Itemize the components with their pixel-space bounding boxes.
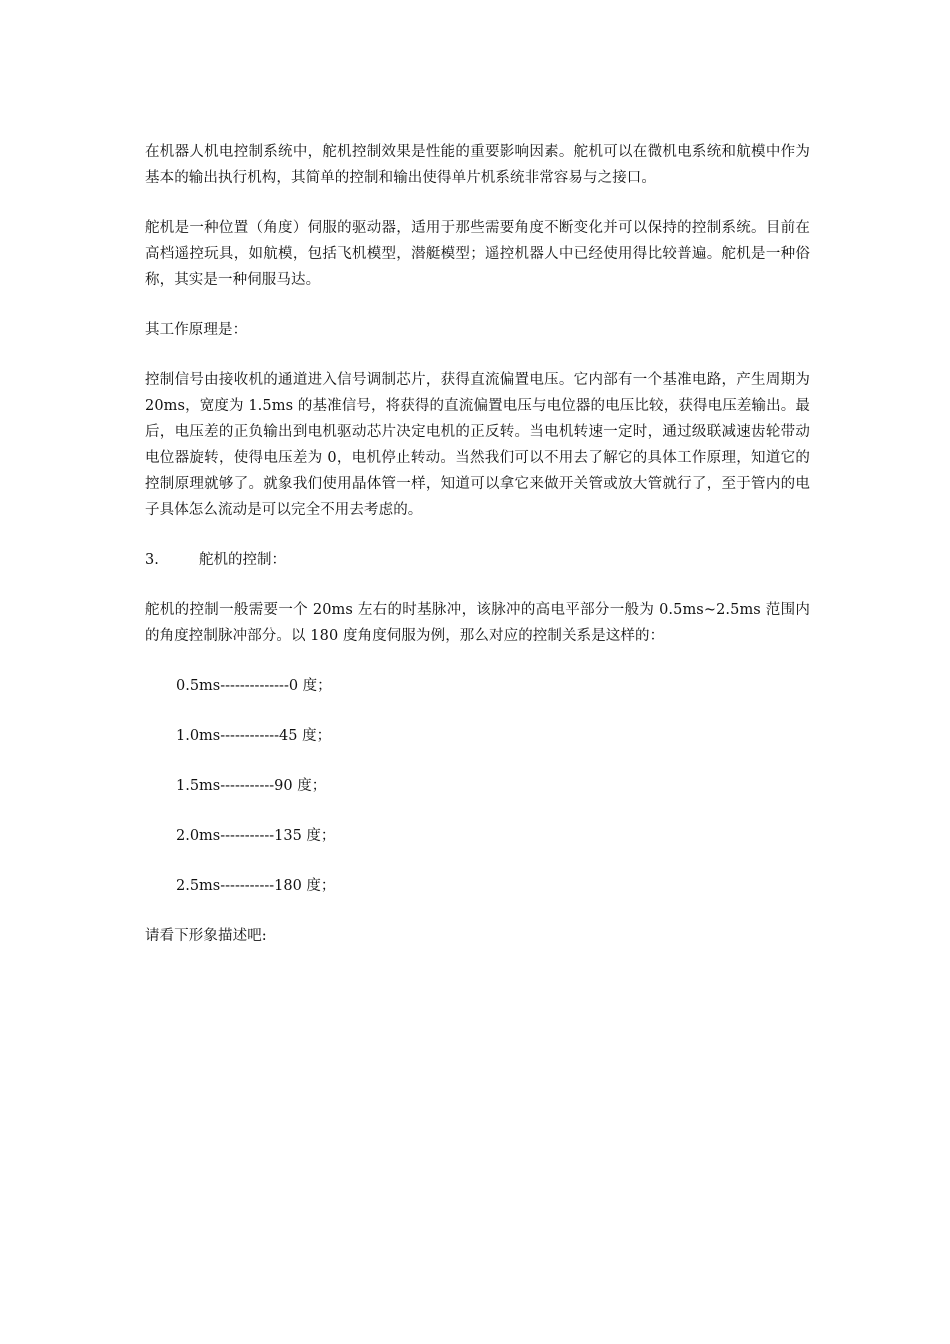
servo-definition-paragraph: 舵机是一种位置（角度）伺服的驱动器，适用于那些需要角度不断变化并可以保持的控制系统。目前在高档遥控玩具，如航模，包括飞机模型，潜艇模型；遥控机器人中已经使用得比较普遍。舵机是一种俗称，其实是一种伺服马达。 [145,220,810,288]
section-number: 3. [145,552,159,568]
section-title: 舵机的控制： [199,552,286,568]
pulse-angle-mapping-row: 1.5ms-----------90 度； [176,778,327,794]
working-principle-intro: 其工作原理是： [145,322,248,338]
working-principle-paragraph: 控制信号由接收机的通道进入信号调制芯片，获得直流偏置电压。它内部有一个基准电路，产生周期为 20ms，宽度为 1.5ms 的基准信号，将获得的直流偏置电压与电位器的电压比较，获得电压差输出。最后，电压差的正负输出到电机驱动芯片决定电机的正反转。当电机转速一定时，通过级联减速齿轮带动电位器旋转，使得电压差为 0，电机停止转动。当然我们可以不用去了解它的具体工作原理，知道它的控制原理就够了。就象我们使用晶体管一样，知道可以拿它来做开关管或放大管就行了，至于管内的电子具体怎么流动是可以完全不用去考虑的。 [145,372,810,518]
pulse-angle-mapping-row: 2.5ms-----------180 度； [176,878,336,894]
document-body [145,139,810,949]
pulse-angle-mapping-row: 0.5ms--------------0 度； [176,678,332,694]
pulse-angle-mapping-row: 2.0ms-----------135 度； [176,828,336,844]
section-heading [145,547,810,573]
intro-paragraph: 在机器人机电控制系统中，舵机控制效果是性能的重要影响因素。舵机可以在微机电系统和航模中作为基本的输出执行机构，其简单的控制和输出使得单片机系统非常容易与之接口。 [145,144,810,186]
pulse-angle-mapping-row: 1.0ms------------45 度； [176,728,332,744]
closing-line: 请看下形象描述吧: [145,928,267,944]
control-paragraph: 舵机的控制一般需要一个 20ms 左右的时基脉冲，该脉冲的高电平部分一般为 0.5ms~2.5ms 范围内的角度控制脉冲部分。以 180 度角度伺服为例，那么对应的控制关系是这样的： [145,602,810,644]
